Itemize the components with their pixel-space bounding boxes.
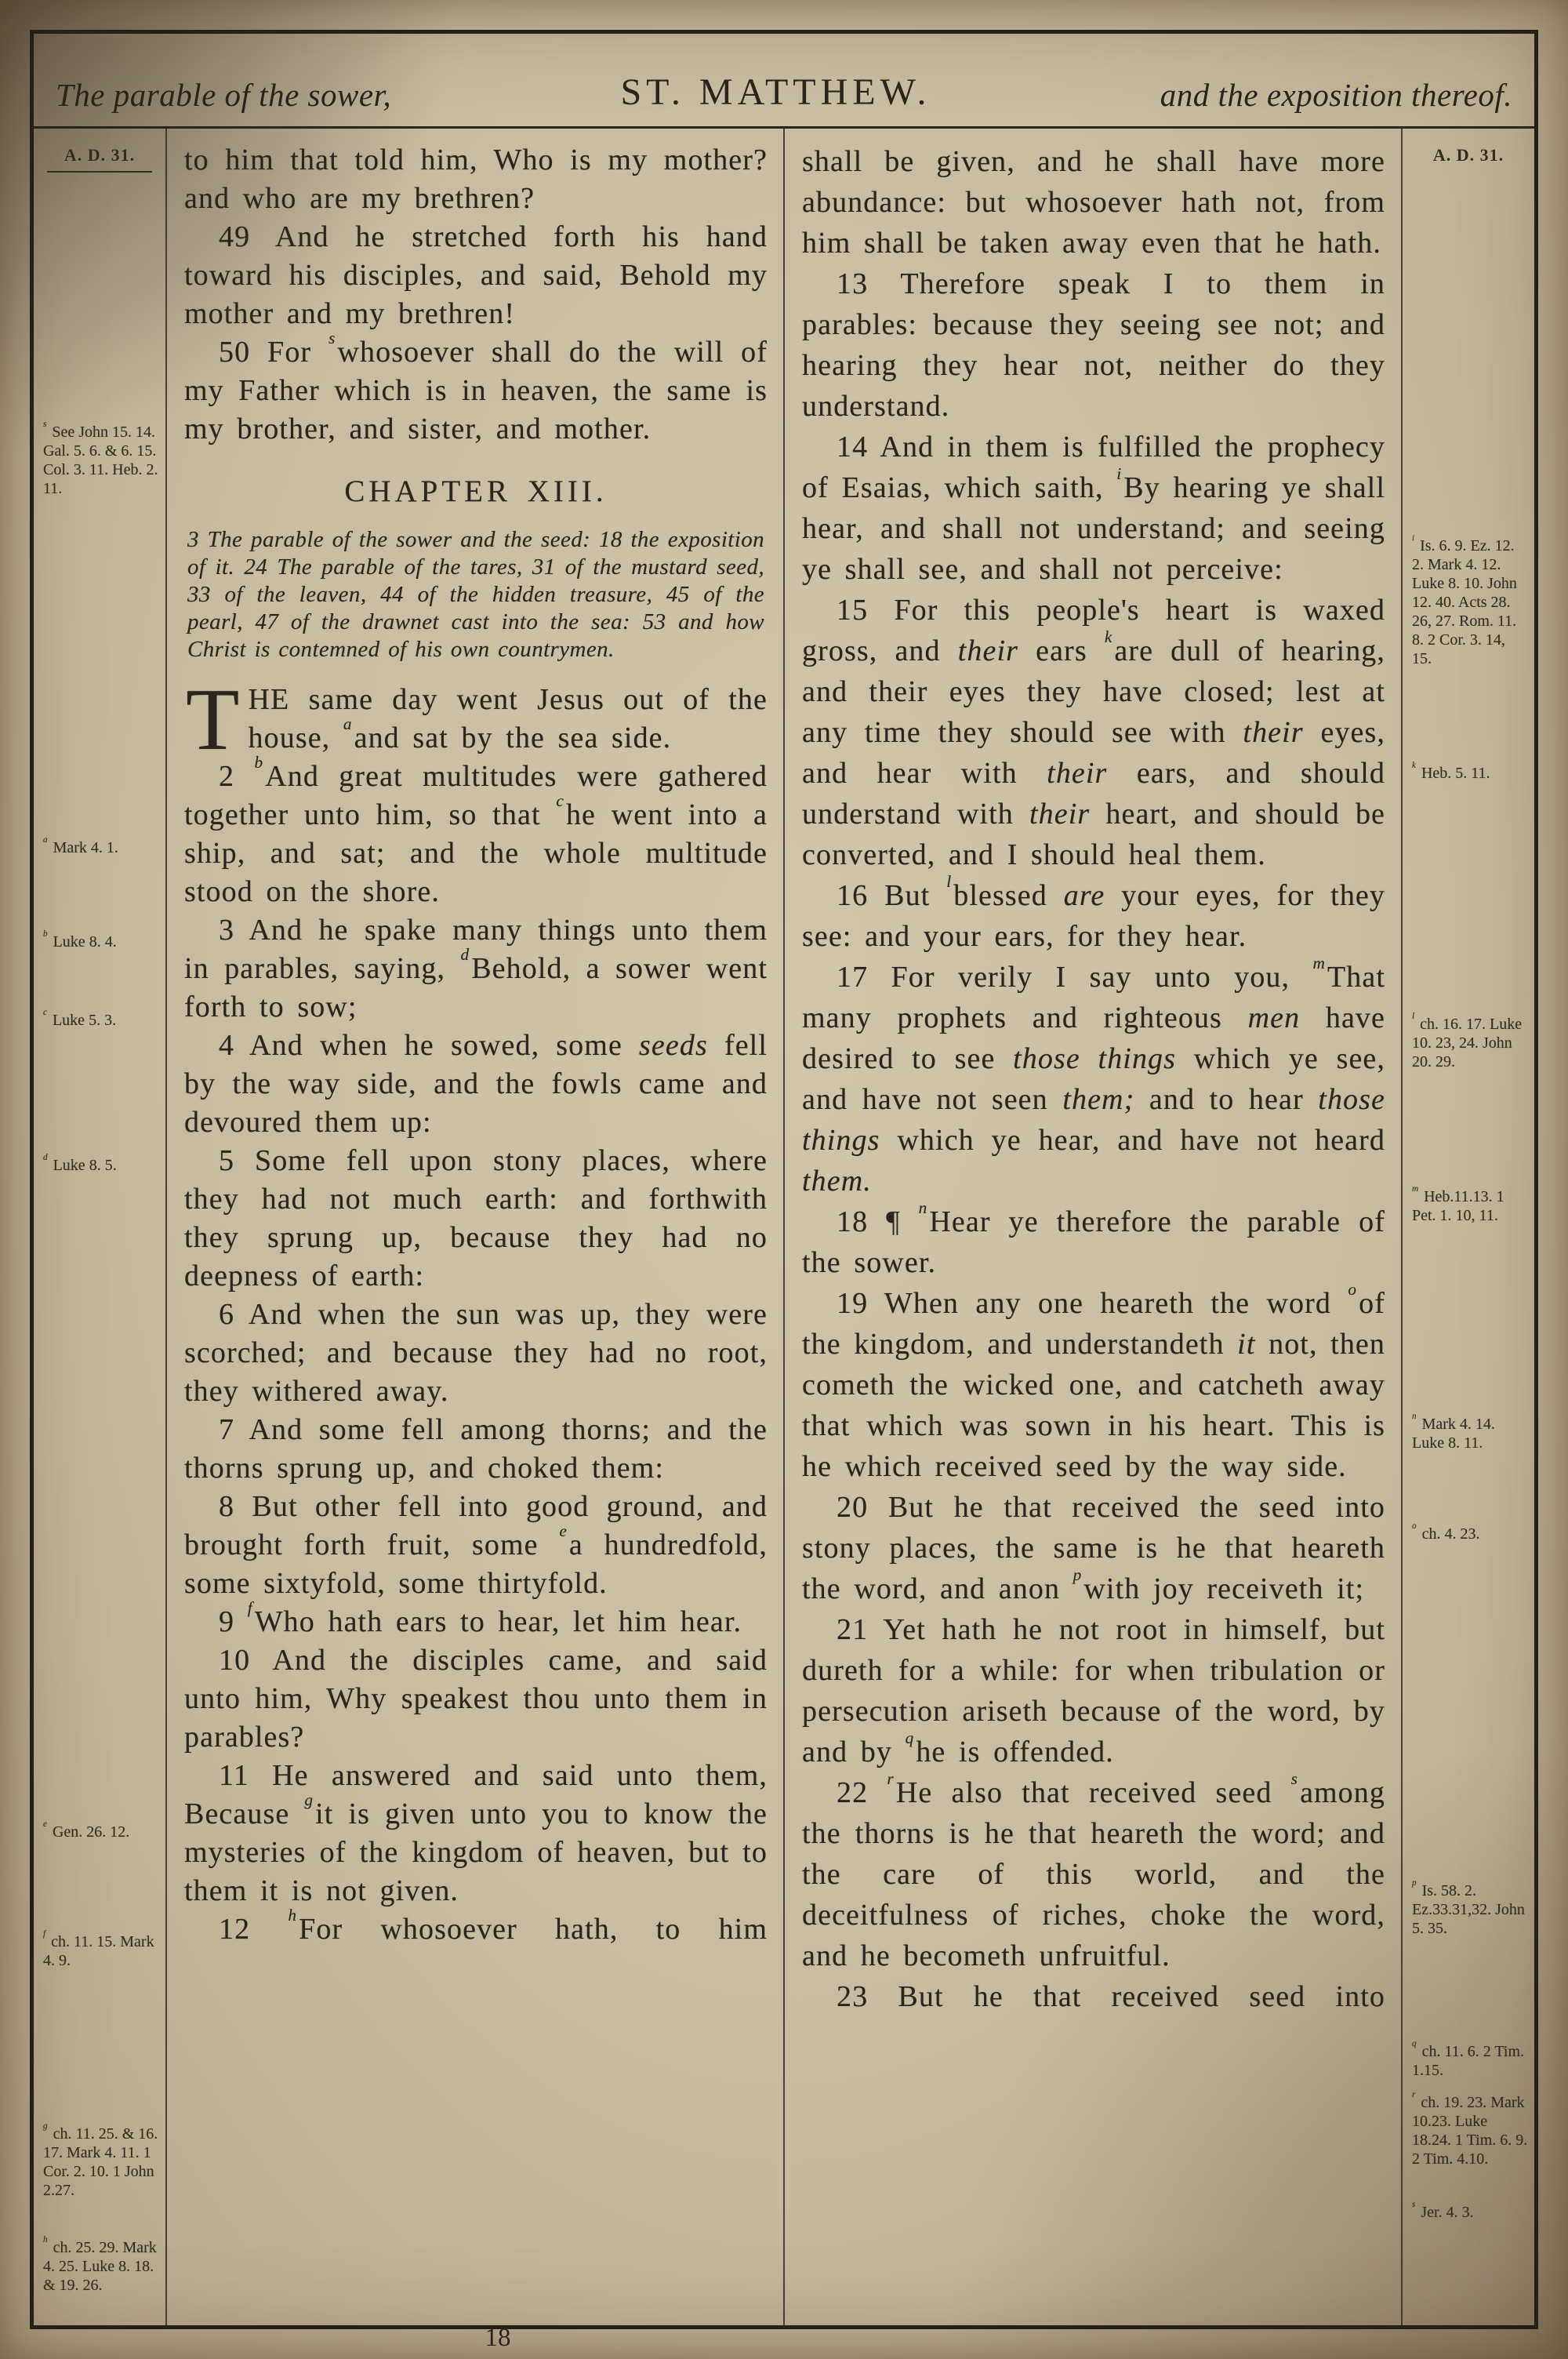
cross-reference-mark: a [343,714,353,733]
cross-reference-mark: r [1412,2090,1416,2100]
continuation-paragraph: to him that told him, Who is my mother? and who are my brethren? [184,144,768,215]
cross-reference-mark: h [288,1905,298,1925]
right-margin-column [1403,129,1534,2325]
margin-cross-reference: $^g$ ch. 11. 25. & 16. 17. Mark 4. 11. 1 Cor. 2. 10. 1 John 2.27. [43,2121,158,2199]
cross-reference-mark: p [1073,1565,1083,1584]
verse-paragraph: 10 And the disciples came, and said unto him, Why speakest thou unto them in parables? [184,1644,768,1754]
cross-reference-mark: i [1412,533,1415,543]
margin-cross-reference: $^l$ ch. 16. 17. Luke 10. 23, 24. John 20. 29. [1412,1012,1523,1070]
chapter-summary: 3 The parable of the sower and the seed: 18 the exposition of it. 24 The parable of the tares, 31 of the mustard seed, 33 of the leaven, 44 of the hidden treasure, 45 of the pearl, 47 of the drawnet cast into the sea: 53 and how Christ is contemned of his own countrymen. [187,527,764,662]
chapter-heading: CHAPTER XIII. [344,474,608,508]
margin-cross-reference: $^p$ Is. 58. 2. Ez.33.31,32. John 5. 35. [1412,1878,1525,1937]
cross-reference-mark: i [1116,463,1123,483]
cross-reference-mark: q [905,1728,915,1747]
column-rule [783,129,785,2325]
text-column-left [167,129,783,2325]
verse-paragraph: 21 Yet hath he not root in himself, but dureth for a while: for when tribulation or persecution ariseth because of the word, by and by $^q$he is offended. [802,1613,1385,1768]
running-head [34,34,1534,126]
cross-reference-mark: s [1290,1768,1299,1788]
page-border-frame [30,30,1538,2329]
margin-cross-reference: $^q$ ch. 11. 6. 2 Tim. 1.15. [1412,2039,1524,2079]
verse-paragraph: 3 And he spake many things unto them in parables, saying, $^d$Behold, a sower went forth to sow; [184,914,768,1023]
cross-reference-mark: s [328,328,336,347]
margin-cross-reference: $^f$ ch. 11. 15. Mark 4. 9. [43,1929,154,1969]
margin-cross-reference: $^h$ ch. 25. 29. Mark 4. 25. Luke 8. 18. & 19. 26. [43,2235,157,2294]
cross-reference-mark: f [247,1598,253,1617]
margin-cross-reference: $^o$ ch. 4. 23. [1412,1521,1480,1543]
cross-reference-mark: c [556,791,564,810]
verse-paragraph: THE same day went Jesus out of the house, $^a$and sat by the sea side. [186,671,768,769]
cross-reference-mark: o [1412,1521,1417,1532]
cross-reference-mark: r [887,1768,895,1788]
margin-cross-reference: $^i$ Is. 6. 9. Ez. 12. 2. Mark 4. 12. Luke 8. 10. John 12. 40. Acts 28. 26, 27. Rom. 11. 8. 2 Cor. 3. 14, 15. [1412,533,1517,667]
verse-paragraph: 2 $^b$And great multitudes were gathered together unto him, so that $^c$he went into a ship, and sat; and the whole multitude stood on the shore. [184,752,768,908]
cross-reference-mark: k [1412,761,1416,771]
verse-paragraph: 6 And when the sun was up, they were scorched; and because they had no root, they withered away. [184,1298,768,1408]
margin-cross-reference: $^b$ Luke 8. 4. [43,929,117,951]
verse-paragraph: 7 And some fell among thorns; and the thorns sprung up, and choked them: [184,1413,768,1485]
cross-reference-mark: c [43,1008,47,1018]
verse-paragraph: 49 And he stretched forth his hand toward his disciples, and said, Behold my mother and my brethren! [184,220,768,330]
verse-paragraph: 13 Therefore speak I to them in parables: because they seeing see not; and hearing they hear not, neither do they understand. [802,267,1385,423]
verse-paragraph: 19 When any one heareth the word $^o$of the kingdom, and understandeth it not, then cometh the wicked one, and catcheth away that which was sown in his heart. This is he which received seed by the way side. [802,1279,1385,1483]
verse-paragraph: 20 But he that received the seed into stony places, the same is he that heareth the word, and anon $^p$with joy receiveth it; [802,1491,1385,1605]
cross-reference-mark: b [254,752,264,772]
margin-cross-reference: $^s$ Jer. 4. 3. [1412,2200,1474,2221]
left-margin-column [34,129,165,2325]
page-body [34,129,1534,2325]
text-column-right [785,129,1401,2325]
cross-reference-mark: g [304,1790,314,1809]
drop-cap: T [186,671,241,769]
cross-reference-mark: l [946,871,953,891]
margin-cross-reference: $^m$ Heb.11.13. 1 Pet. 1. 10, 11. [1412,1184,1504,1224]
verse-paragraph: 12 $^h$For whosoever hath, to him [219,1905,768,1946]
cross-reference-mark: n [1412,1412,1417,1422]
verse-paragraph: 23 But he that received seed into [837,1980,1385,2013]
cross-reference-mark: k [1104,627,1113,646]
verse-paragraph: 22 $^r$He also that received seed $^s$among the thorns is he that heareth the word; and the care of this world, and the deceitfulness of riches, choke the word, and he becometh unfruitful. [802,1768,1385,1972]
margin-cross-reference: $^k$ Heb. 5. 11. [1412,761,1490,782]
cross-reference-mark: s [43,420,47,430]
cross-reference-mark: q [1412,2039,1417,2049]
verse-paragraph: 9 $^f$Who hath ears to hear, let him hear. [219,1598,742,1638]
margin-cross-reference: $^c$ Luke 5. 3. [43,1008,117,1029]
verse-paragraph: 16 But $^l$blessed are your eyes, for they see: and your ears, for they hear. [802,871,1385,953]
cross-reference-mark: e [43,1819,47,1830]
column-rule [165,129,167,2325]
verse-paragraph: 8 But other fell into good ground, and brought forth fruit, some $^e$a hundredfold, some sixtyfold, some thirtyfold. [184,1490,768,1600]
cross-reference-mark: d [43,1153,48,1163]
verse-paragraph: 50 For $^s$whosoever shall do the will of my Father which is in heaven, the same is my brother, and sister, and mother. [184,328,768,445]
verse-paragraph: 11 He answered and said unto them, Because $^g$it is given unto you to know the mysteries of the kingdom of heaven, but to them it is not given. [184,1759,768,1907]
cross-reference-mark: m [1312,953,1326,972]
cross-reference-mark: g [43,2121,48,2132]
date-label-left: A. D. 31. [47,146,152,173]
cross-reference-mark: l [1412,1012,1415,1022]
verse-paragraph: 15 For this people's heart is waxed gross, and their ears $^k$are dull of hearing, and their eyes they have closed; lest at any time they should see with their eyes, and hear with their ears, and should understand with their heart, and should be converted, and I should heal them. [802,594,1386,871]
running-head-title: ST. MATTHEW. [620,71,931,113]
verse-paragraph: 18 ¶ $^n$Hear ye therefore the parable of the sower. [802,1198,1386,1279]
cross-reference-mark: s [1412,2200,1416,2210]
continuation-paragraph: shall be given, and he shall have more abundance: but whosoever hath not, from him shall be taken away even that he hath. [802,145,1385,260]
margin-cross-reference: $^a$ Mark 4. 1. [43,835,118,856]
margin-cross-reference: $^n$ Mark 4. 14. Luke 8. 11. [1412,1412,1495,1452]
cross-reference-mark: e [559,1521,568,1540]
cross-reference-mark: b [43,929,48,940]
cross-reference-mark: d [460,944,470,964]
date-label-right: A. D. 31. [1432,145,1504,165]
verse-paragraph: 4 And when he sowed, some seeds fell by the way side, and the fowls came and devoured them up: [184,1029,768,1139]
cross-reference-mark: a [43,835,48,845]
cross-reference-mark: o [1348,1279,1358,1299]
running-head-right: and the exposition thereof. [1160,77,1512,113]
verse-paragraph: 17 For verily I say unto you, $^m$That many prophets and righteous men have desired to see those things which ye see, and have not seen them; and to hear those things which ye hear, and have not heard them. [802,953,1386,1198]
page-number: 18 [485,2324,511,2352]
margin-cross-reference: $^d$ Luke 8. 5. [43,1153,117,1174]
margin-cross-reference: $^s$ See John 15. 14. Gal. 5. 6. & 6. 15. Col. 3. 11. Heb. 2. 11. [43,420,158,497]
cross-reference-mark: f [43,1929,46,1939]
cross-reference-mark: m [1412,1184,1419,1194]
cross-reference-mark: n [918,1198,928,1217]
verse-paragraph: 14 And in them is fulfilled the prophecy of Esaias, which saith, $^i$By hearing ye shall hear, and shall not understand; and seeing ye shall see, and shall not perceive: [802,431,1385,586]
margin-cross-reference: $^r$ ch. 19. 23. Mark 10.23. Luke 18.24. 1 Tim. 6. 9. 2 Tim. 4.10. [1412,2090,1528,2168]
cross-reference-mark: p [1412,1878,1417,1888]
running-head-left: The parable of the sower, [56,77,392,113]
margin-cross-reference: $^e$ Gen. 26. 12. [43,1819,130,1841]
verse-paragraph: 5 Some fell upon stony places, where they had not much earth: and forthwith they sprung up, because they had no deepness of earth: [184,1144,768,1292]
cross-reference-mark: h [43,2235,48,2245]
